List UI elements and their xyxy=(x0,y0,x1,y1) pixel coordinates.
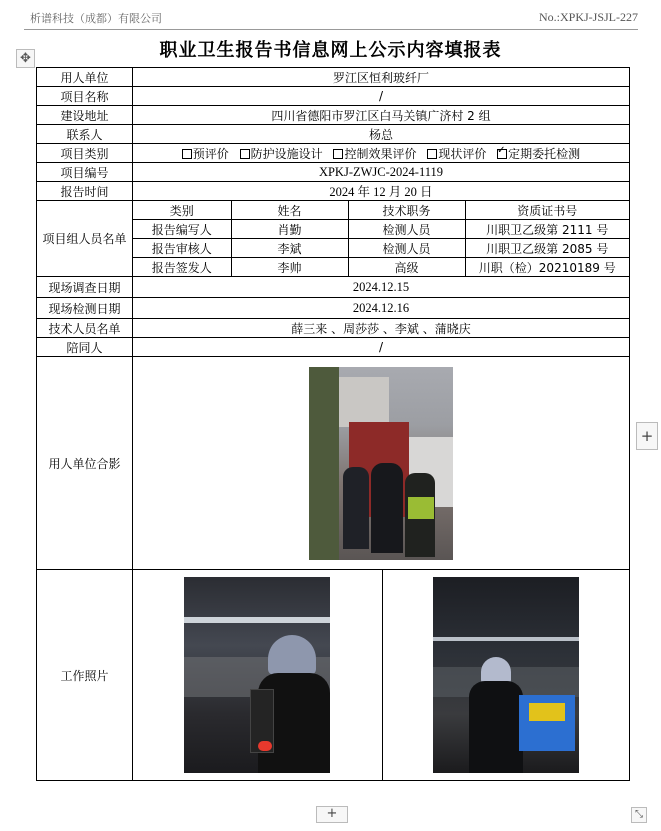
employer-label: 用人单位 xyxy=(37,68,133,87)
work-photo-table xyxy=(133,570,629,780)
type-option-control-effect[interactable]: 控制效果评价 xyxy=(333,147,416,161)
checkbox-icon[interactable] xyxy=(427,149,437,159)
escort-value[interactable]: / xyxy=(133,338,630,357)
team-cell[interactable]: 报告签发人 xyxy=(133,258,231,277)
team-header-category: 类别 xyxy=(133,201,231,220)
team-cell[interactable]: 高级 xyxy=(348,258,465,277)
tech-staff-label: 技术人员名单 xyxy=(37,319,133,338)
contact-label: 联系人 xyxy=(37,125,133,144)
type-option-status-evaluation[interactable]: 现状评价 xyxy=(427,147,486,161)
checkbox-icon[interactable] xyxy=(182,149,192,159)
work-photo-cell xyxy=(133,570,630,781)
project-name-label: 项目名称 xyxy=(37,87,133,106)
team-cell[interactable]: 报告编写人 xyxy=(133,220,231,239)
document-number: No.:XPKJ-JSJL-227 xyxy=(538,10,638,24)
checkbox-icon[interactable] xyxy=(240,149,250,159)
project-number-label: 项目编号 xyxy=(37,163,133,182)
team-cell[interactable]: 川职卫乙级第 2111 号 xyxy=(465,220,629,239)
type-option-pre-evaluation[interactable]: 预评价 xyxy=(182,147,229,161)
table-row xyxy=(133,239,629,258)
add-column-icon[interactable]: + xyxy=(636,422,658,450)
disclosure-form-table xyxy=(36,67,630,781)
group-photo-cell xyxy=(133,357,630,570)
header-divider xyxy=(24,29,638,30)
employer-value[interactable]: 罗江区恒利玻纤厂 xyxy=(133,68,630,87)
test-date-label: 现场检测日期 xyxy=(37,298,133,319)
work-photo-label: 工作照片 xyxy=(37,570,133,781)
address-value[interactable]: 四川省德阳市罗江区白马关镇广济村 2 组 xyxy=(133,106,630,125)
team-cell[interactable]: 检测人员 xyxy=(348,220,465,239)
report-time-label: 报告时间 xyxy=(37,182,133,201)
work-photo-left-cell xyxy=(133,570,382,780)
project-number-value[interactable]: XPKJ-ZWJC-2024-1119 xyxy=(133,163,630,182)
team-header-name: 姓名 xyxy=(231,201,348,220)
team-cell xyxy=(133,201,630,277)
team-label: 项目组人员名单 xyxy=(37,201,133,277)
team-cell[interactable]: 检测人员 xyxy=(348,239,465,258)
address-label: 建设地址 xyxy=(37,106,133,125)
project-type-options xyxy=(133,144,630,163)
team-cell[interactable]: 报告审核人 xyxy=(133,239,231,258)
tech-staff-value[interactable]: 薛三来 、周莎莎 、李斌 、蒲晓庆 xyxy=(133,319,630,338)
survey-date-label: 现场调查日期 xyxy=(37,277,133,298)
team-cell[interactable]: 肖勤 xyxy=(231,220,348,239)
project-type-label: 项目类别 xyxy=(37,144,133,163)
type-option-periodic-testing[interactable]: ✓ 定期委托检测 xyxy=(497,147,580,161)
escort-label: 陪同人 xyxy=(37,338,133,357)
table-row xyxy=(133,220,629,239)
checked-checkbox-icon[interactable] xyxy=(497,149,507,159)
table-row xyxy=(133,258,629,277)
page-title: 职业卫生报告书信息网上公示内容填报表 xyxy=(159,40,502,61)
company-name: 析谱科技（成都）有限公司 xyxy=(30,12,162,25)
team-cell[interactable]: 川职（检）20210189 号 xyxy=(465,258,629,277)
type-option-protection-design[interactable]: 防护设施设计 xyxy=(240,147,323,161)
work-photo-2 xyxy=(433,577,579,773)
team-header-certificate: 资质证书号 xyxy=(465,201,629,220)
group-photo-label: 用人单位合影 xyxy=(37,357,133,570)
report-time-value[interactable]: 2024 年 12 月 20 日 xyxy=(133,182,630,201)
test-date-value[interactable]: 2024.12.16 xyxy=(133,298,630,319)
group-photo xyxy=(309,367,453,560)
team-header-title: 技术职务 xyxy=(348,201,465,220)
table-resize-icon[interactable]: ⤡ xyxy=(631,807,647,823)
team-table xyxy=(133,201,629,276)
checkbox-icon[interactable] xyxy=(333,149,343,159)
survey-date-value[interactable]: 2024.12.15 xyxy=(133,277,630,298)
table-move-handle-icon[interactable]: ✥ xyxy=(16,49,35,68)
add-row-icon[interactable]: + xyxy=(316,806,348,823)
team-cell[interactable]: 李斌 xyxy=(231,239,348,258)
team-cell[interactable]: 川职卫乙级第 2085 号 xyxy=(465,239,629,258)
work-photo-right-cell xyxy=(382,570,629,780)
work-photo-1 xyxy=(184,577,330,773)
team-cell[interactable]: 李帅 xyxy=(231,258,348,277)
project-name-value[interactable]: / xyxy=(133,87,630,106)
contact-value[interactable]: 杨总 xyxy=(133,125,630,144)
